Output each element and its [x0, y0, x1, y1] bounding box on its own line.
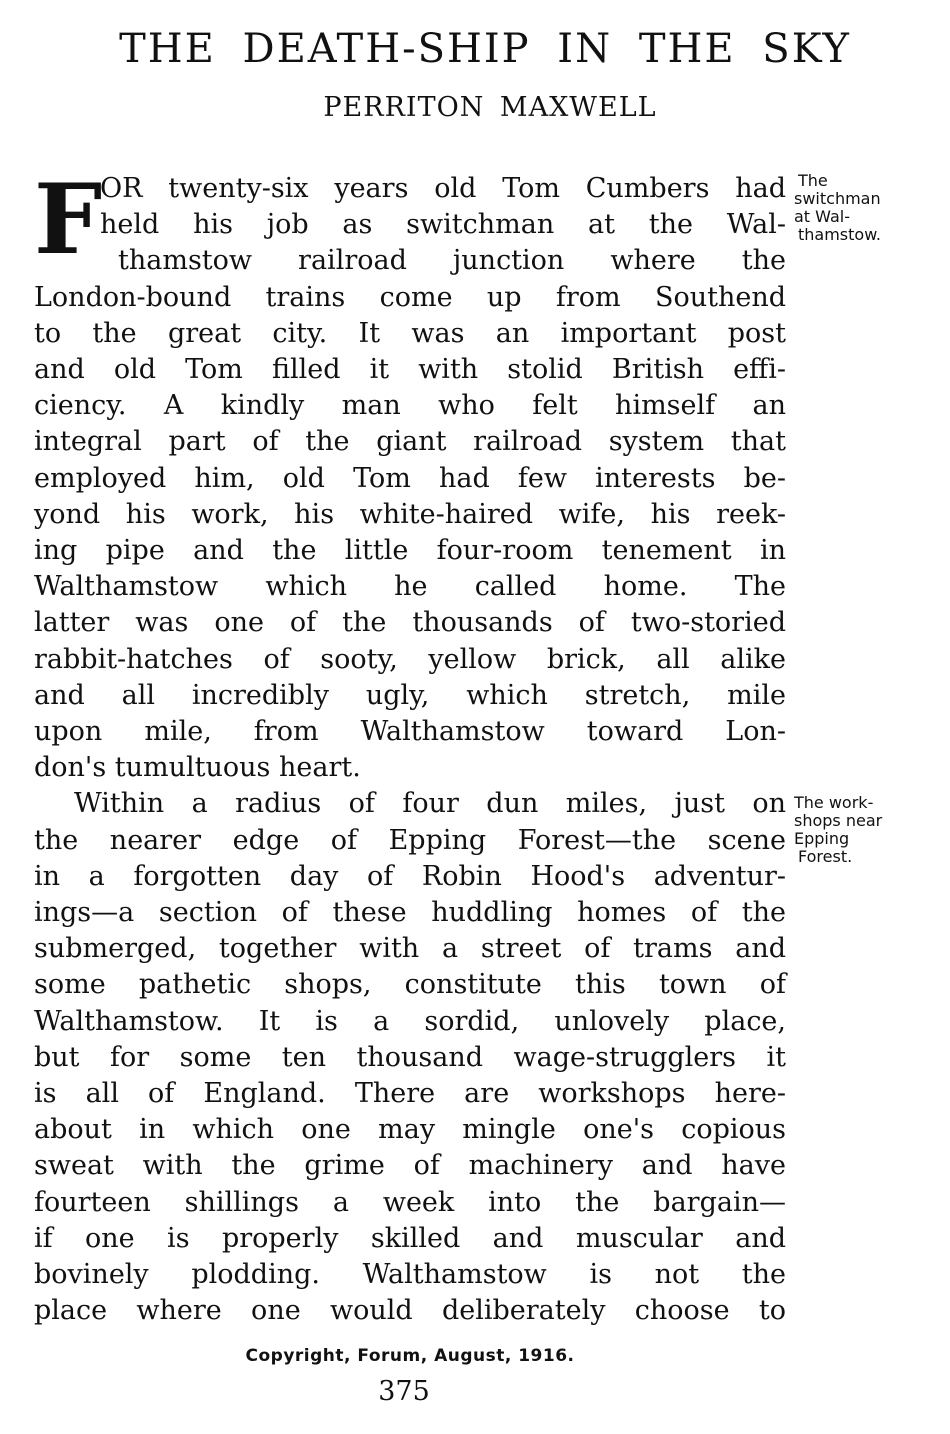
side-note	[794, 172, 944, 244]
side-note-line: shops near	[794, 811, 883, 830]
text-line: ings—a section of these huddling homes of the	[34, 897, 786, 928]
page-title: THE DEATH-SHIP IN THE SKY	[119, 26, 851, 72]
text-line: bovinely plodding. Walthamstow is not the	[34, 1259, 786, 1290]
side-note-line: Epping	[794, 829, 850, 848]
side-note-line: Forest.	[798, 847, 853, 866]
text-line: fourteen shillings a week into the bargain—	[34, 1187, 786, 1218]
text-line: Within a radius of four dun miles, just on	[74, 788, 786, 819]
side-note-line: The	[798, 171, 828, 190]
text-line: if one is properly skilled and muscular and	[34, 1223, 786, 1254]
text-line: in a forgotten day of Robin Hood's adventur-	[34, 861, 786, 892]
text-line: latter was one of the thousands of two-storied	[34, 607, 786, 638]
text-line: rabbit-hatches of sooty, yellow brick, all alike	[34, 644, 786, 675]
text-line: Walthamstow. It is a sordid, unlovely place,	[34, 1006, 786, 1037]
text-line: submerged, together with a street of trams and	[34, 933, 786, 964]
text-line: employed him, old Tom had few interests be-	[34, 463, 786, 494]
text-line: is all of England. There are workshops here-	[34, 1078, 786, 1109]
side-note-line: thamstow.	[798, 225, 881, 244]
side-note-line: The work-	[794, 793, 874, 812]
text-line: don's tumultuous heart.	[34, 752, 361, 783]
text-line: about in which one may mingle one's copious	[34, 1114, 786, 1145]
text-line: and all incredibly ugly, which stretch, mile	[34, 680, 786, 711]
text-line: thamstow railroad junction where the	[118, 245, 786, 276]
text-line: and old Tom filled it with stolid British effi-	[34, 354, 786, 385]
text-line: some pathetic shops, constitute this town of	[34, 969, 786, 1000]
text-line: but for some ten thousand wage-strugglers it	[34, 1042, 786, 1073]
text-line: the nearer edge of Epping Forest—the scene	[34, 825, 786, 856]
copyright-notice: Copyright, Forum, August, 1916.	[245, 1346, 575, 1366]
text-line: London-bound trains come up from Southend	[34, 282, 786, 313]
text-line: ciency. A kindly man who felt himself an	[34, 390, 786, 421]
text-line: to the great city. It was an important post	[34, 318, 786, 349]
author-name: PERRITON MAXWELL	[323, 92, 657, 123]
text-line: held his job as switchman at the Wal-	[100, 209, 786, 240]
side-note	[794, 794, 944, 866]
text-line: sweat with the grime of machinery and have	[34, 1150, 786, 1181]
text-line: OR twenty-six years old Tom Cumbers had	[100, 173, 786, 204]
text-line: yond his work, his white-haired wife, his reek-	[34, 499, 786, 530]
side-note-line: switchman	[794, 189, 881, 208]
drop-cap: F	[34, 163, 103, 276]
page-number: 375	[378, 1376, 430, 1407]
text-line: integral part of the giant railroad system that	[34, 426, 786, 457]
text-line: ing pipe and the little four-room tenement in	[34, 535, 786, 566]
text-line: upon mile, from Walthamstow toward Lon-	[34, 716, 786, 747]
text-line: place where one would deliberately choose to	[34, 1295, 786, 1326]
side-note-line: at Wal-	[794, 207, 850, 226]
text-line: Walthamstow which he called home. The	[34, 571, 786, 602]
